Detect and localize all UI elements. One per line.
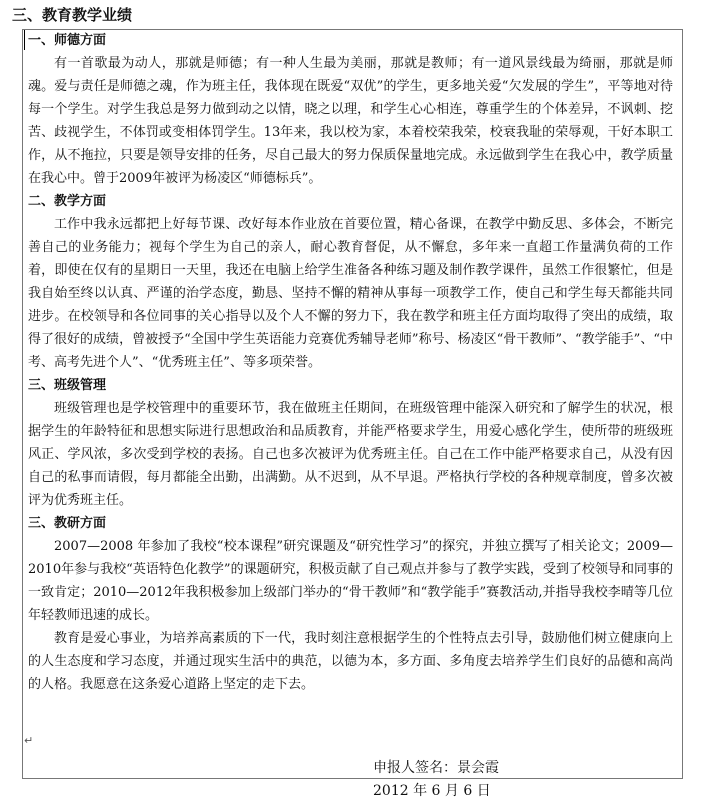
signature-date: 2012 年 6 月 6 日 bbox=[373, 783, 491, 799]
signature-line: 申报人签名：景会霞 bbox=[373, 760, 499, 776]
paragraph-class-management: 班级管理也是学校管理中的重要环节，我在做班主任期间，在班级管理中能深入研究和了解学生的状况，根据学生的年龄特征和思想实际进行思想政治和品质教育，并能严格要求学生，用爱心感化学生，使所带的班级班风正、学风浓，多次受到学校的表扬。自己也多次被评为优秀班主任。自己在工作中能严格要求自己，从没有因自己的私事而请假，每月都能全出勤，出满勤。从不迟到，从不早退。严格执行学校的各种规章制度，曾多次被评为优秀班主任。 bbox=[28, 401, 673, 508]
section-title-teaching: 二、教学方面 bbox=[28, 194, 107, 209]
section-title-ethics: 一、师德方面 bbox=[28, 33, 107, 48]
paragraph-mark-icon: ↵ bbox=[24, 734, 34, 747]
paragraph-teaching: 工作中我永远都把上好每节课、改好每本作业放在首要位置，精心备课，在教学中勤反思、多体会，不断完善自己的业务能力；视每个学生为自己的亲人，耐心教育督促，从不懈怠，多年来一直超工作量满负荷的工作着，即使在仅有的星期日一天里，我还在电脑上给学生准备各种练习题及制作教学课件，虽然工作很繁忙，但是我自始至终以认真、严谨的治学态度，勤恳、坚持不懈的精神从事每一项教学工作，使自己和学生每天都能共同进步。在校领导和各位同事的关心指导以及个人不懈的努力下，我在教学和班主任方面均取得了突出的成绩，取得了很好的成绩，曾被授予“全国中学生英语能力竞赛优秀辅导老师”称号、杨凌区“骨干教师”、“教学能手”、“中考、高考先进个人”、“优秀班主任”、等多项荣誉。 bbox=[28, 217, 673, 370]
paragraph-research: 2007—2008 年参加了我校“校本课程”研究课题及“研究性学习”的探究，并独立撰写了相关论文；2009—2010年参与我校“英语特色化教学”的课题研究，积极贡献了自己观点并参与了教学实践，受到了校领导和同事的一致肯定；2010—2012年我积极参加上级部门举办的“骨干教师”和“教学能手”赛教活动,并指导我校李晴等几位年轻教师迅速的成长。 bbox=[28, 539, 673, 623]
paragraph-closing: 教育是爱心事业，为培养高素质的下一代，我时刻注意根据学生的个性特点去引导，鼓励他们树立健康向上的人生态度和学习态度，并通过现实生活中的典范，以德为本，多方面、多角度去培养学生们良好的品德和高尚的人格。我愿意在这条爱心道路上坚定的走下去。 bbox=[28, 631, 673, 692]
text-cursor bbox=[24, 30, 25, 50]
document-heading: 三、教育教学业绩 bbox=[12, 6, 133, 24]
section-title-class-management: 三、班级管理 bbox=[28, 378, 107, 393]
paragraph-ethics: 有一首歌最为动人，那就是师德；有一种人生最为美丽，那就是教师；有一道风景线最为绮丽，那就是师魂。爱与责任是师德之魂，作为班主任，我体现在既爱“双优”的学生，更多地关爱“欠发展的学生”，平等地对待每一个学生。对学生我总是努力做到动之以情，晓之以理，和学生心心相连，尊重学生的个体差异，不讽刺、挖苦、歧视学生，不体罚或变相体罚学生。13年来，我以校为家，本着校荣我荣，校衰我耻的荣辱观，干好本职工作，从不拖拉，只要是领导安排的任务，尽自己最大的努力保质保量地完成。永远做到学生在我心中，教学质量在我心中。曾于2009年被评为杨凌区“师德标兵”。 bbox=[28, 56, 673, 186]
document-body[interactable] bbox=[28, 29, 673, 696]
section-title-research: 三、教研方面 bbox=[28, 516, 107, 531]
